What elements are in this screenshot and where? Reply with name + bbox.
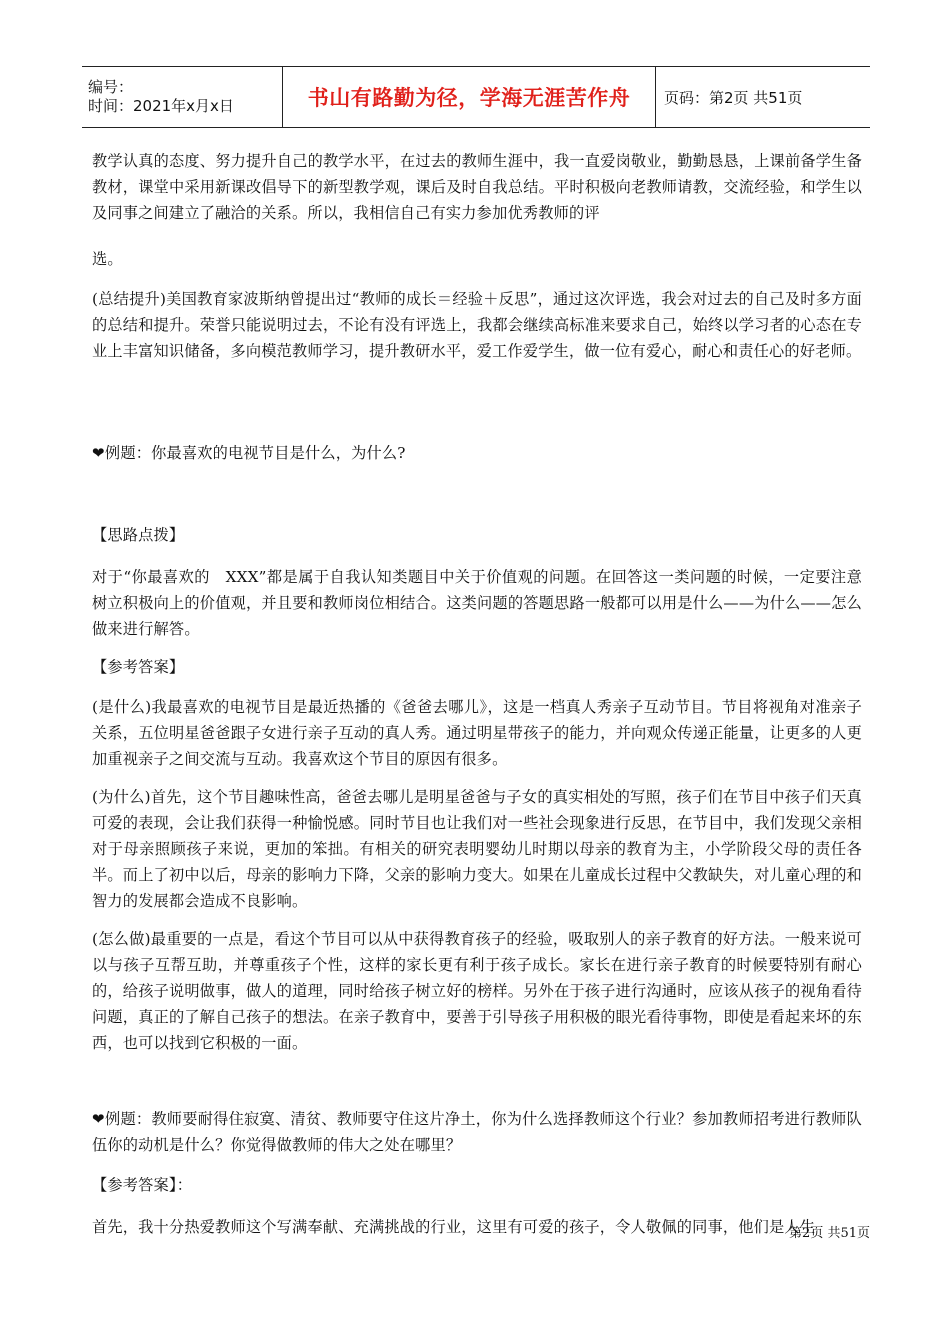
paragraph: (怎么做)最重要的一点是，看这个节目可以从中获得教育孩子的经验，吸取别人的亲子教育的好方法。一般来说可以与孩子互帮互助，并尊重孩子个性，这样的家长更有利于孩子成长。家长在进行亲子教育的时候要特别有耐心的，给孩子说明做事，做人的道理，同时给孩子树立好的榜样。另外在于孩子进行沟通时，应该从孩子的视角看待问题，真正的了解自己孩子的想法。在亲子教育中，要善于引导孩子用积极的眼光看待事物，即使是看起来坏的东西，也可以找到它积极的一面。 bbox=[92, 930, 862, 1052]
document-number-label: 编号： bbox=[88, 78, 134, 96]
section-heading: 【参考答案】 bbox=[92, 658, 185, 676]
paragraph: 对于“你最喜欢的 XXX”都是属于自我认知类题目中关于价值观的问题。在回答这一类问题的时候，一定要注意树立积极向上的价值观，并且要和教师岗位相结合。这类问题的答题思路一般都可以用是什么——为什么——怎么做来进行解答。 bbox=[92, 568, 862, 638]
paragraph: (总结提升)美国教育家波斯纳曾提出过“教师的成长＝经验＋反思”，通过这次评选，我会对过去的自己及时多方面的总结和提升。荣誉只能说明过去，不论有没有评选上，我都会继续高标准来要求自己，始终以学习者的心态在专业上丰富知识储备，多向模范教师学习，提升教研水平，爱工作爱学生，做一位有爱心，耐心和责任心的好老师。 bbox=[92, 290, 862, 360]
paragraph: (为什么)首先，这个节目趣味性高，爸爸去哪儿是明星爸爸与子女的真实相处的写照，孩子们在节目中孩子们天真可爱的表现，会让我们获得一种愉悦感。同时节目也让我们对一些社会现象进行反思，在节目中，我们发现父亲相对于母亲照顾孩子来说，更加的笨拙。有相关的研究表明婴幼儿时期以母亲的教育为主，小学阶段父母的责任各半。而上了初中以后，母亲的影响力下降，父亲的影响力变大。如果在儿童成长过程中父教缺失，对儿童心理的和智力的发展都会造成不良影响。 bbox=[92, 788, 862, 910]
header-meta bbox=[82, 67, 282, 127]
paragraph: 首先，我十分热爱教师这个写满奉献、充满挑战的行业，这里有可爱的孩子，令人敬佩的同事，他们是人生 bbox=[92, 1218, 816, 1236]
page-footer: 第2页 共51页 bbox=[789, 1226, 870, 1241]
header-motto: 书山有路勤为径，学海无涯苦作舟 bbox=[307, 86, 631, 110]
section-heading: 【参考答案】： bbox=[92, 1176, 193, 1194]
paragraph: 教学认真的态度、努力提升自己的教学水平，在过去的教师生涯中，我一直爱岗敬业，勤勤恳恳，上课前备学生备教材，课堂中采用新课改倡导下的新型教学观，课后及时自我总结。平时积极向老教师请教，交流经验，和学生以及同事之间建立了融洽的关系。所以，我相信自己有实力参加优秀教师的评 bbox=[92, 152, 862, 222]
document-date-label: 时间：2021年x月x日 bbox=[88, 97, 234, 115]
paragraph: (是什么)我最喜欢的电视节目是最近热播的《爸爸去哪儿》，这是一档真人秀亲子互动节目。节目将视角对准亲子关系，五位明星爸爸跟子女进行亲子互动的真人秀。通过明星带孩子的能力，并向观众传递正能量，让更多的人更加重视亲子之间交流与互动。我喜欢这个节目的原因有很多。 bbox=[92, 698, 862, 768]
section-heading: 【思路点拨】 bbox=[92, 526, 185, 544]
paragraph: 选。 bbox=[92, 250, 123, 268]
example-question: ❤例题：你最喜欢的电视节目是什么，为什么? bbox=[92, 444, 406, 462]
example-question: ❤例题：教师要耐得住寂寞、清贫、教师要守住这片净土，你为什么选择教师这个行业？参加教师招考进行教师队伍你的动机是什么？你觉得做教师的伟大之处在哪里？ bbox=[92, 1110, 862, 1154]
header-motto-cell bbox=[282, 67, 656, 127]
header-page-cell bbox=[656, 67, 870, 127]
header-page-number: 页码：第2页 共51页 bbox=[664, 88, 803, 107]
page-header bbox=[82, 66, 870, 128]
